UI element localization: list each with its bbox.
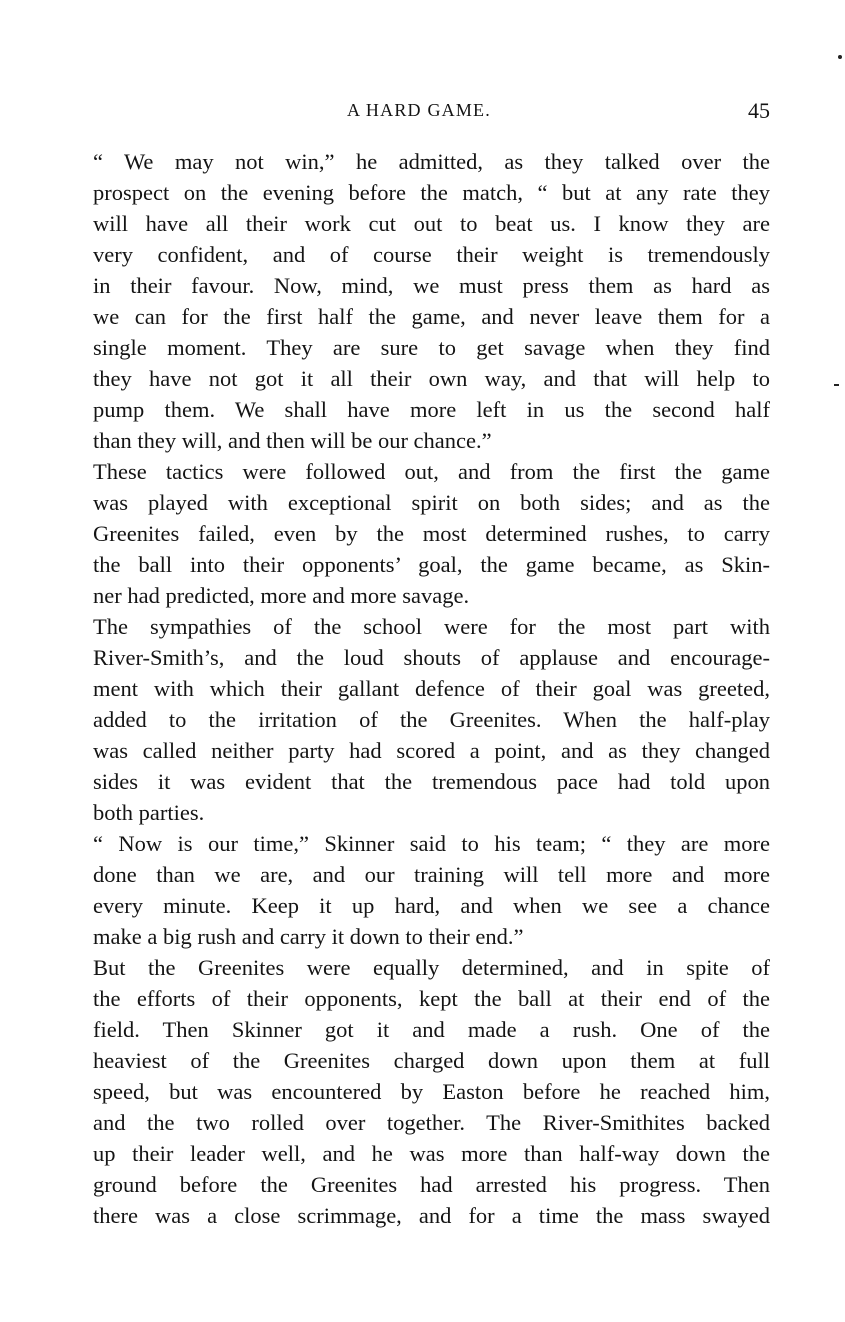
text-line: make a big rush and carry it down to their end.” — [93, 924, 524, 949]
text-line: ner had predicted, more and more savage. — [93, 583, 470, 608]
text-line: was called neither party had scored a point, and as they changed — [93, 738, 770, 763]
text-line: River-Smith’s, and the loud shouts of applause and encourage- — [93, 645, 770, 670]
text-line: The sympathies of the school were for the most part with — [93, 614, 770, 639]
text-line: speed, but was encountered by Easton before he reached him, — [93, 1079, 770, 1104]
text-line: we can for the first half the game, and never leave them for a — [93, 304, 770, 329]
text-line: both parties. — [93, 800, 205, 825]
text-line: pump them. We shall have more left in us the second half — [93, 397, 770, 422]
text-line: These tactics were followed out, and from the first the game — [93, 459, 770, 484]
text-line: But the Greenites were equally determined, and in spite of — [93, 955, 770, 980]
text-line: was played with exceptional spirit on both sides; and as the — [93, 490, 770, 515]
text-line: prospect on the evening before the match, “ but at any rate they — [93, 180, 770, 205]
text-line: the efforts of their opponents, kept the ball at their end of the — [93, 986, 770, 1011]
text-line: “ Now is our time,” Skinner said to his team; “ they are more — [93, 831, 770, 856]
text-line: every minute. Keep it up hard, and when we see a chance — [93, 893, 770, 918]
running-title: A HARD GAME. — [347, 100, 491, 120]
scan-speck-top — [838, 55, 842, 59]
text-line: very confident, and of course their weight is tremendously — [93, 242, 770, 267]
text-line: added to the irritation of the Greenites. When the half-play — [93, 707, 770, 732]
text-line: ment with which their gallant defence of their goal was greeted, — [93, 676, 770, 701]
body-text — [68, 146, 770, 1231]
paragraph-5 — [68, 952, 770, 1231]
text-line: single moment. They are sure to get savage when they find — [93, 335, 770, 360]
text-line: ground before the Greenites had arrested his progress. Then — [93, 1172, 770, 1197]
paragraph-2 — [68, 456, 770, 611]
paragraph-4 — [68, 828, 770, 952]
text-line: “ We may not win,” he admitted, as they talked over the — [93, 149, 770, 174]
text-line: in their favour. Now, mind, we must press them as hard as — [93, 273, 770, 298]
text-line: done than we are, and our training will tell more and more — [93, 862, 770, 887]
text-line: and the two rolled over together. The River-Smithites backed — [93, 1110, 770, 1135]
paragraph-1 — [68, 146, 770, 456]
text-line: Greenites failed, even by the most determined rushes, to carry — [93, 521, 770, 546]
page-number: 45 — [748, 98, 770, 123]
text-line: the ball into their opponents’ goal, the game became, as Skin- — [93, 552, 770, 577]
text-line: there was a close scrimmage, and for a time the mass swayed — [93, 1203, 770, 1228]
scan-speck-margin — [834, 384, 839, 386]
paragraph-3 — [68, 611, 770, 828]
running-head — [68, 98, 770, 128]
text-line: will have all their work cut out to beat us. I know they are — [93, 211, 770, 236]
text-line: sides it was evident that the tremendous pace had told upon — [93, 769, 770, 794]
text-line: heaviest of the Greenites charged down upon them at full — [93, 1048, 770, 1073]
text-line: than they will, and then will be our chance.” — [93, 428, 492, 453]
text-line: field. Then Skinner got it and made a rush. One of the — [93, 1017, 770, 1042]
text-line: up their leader well, and he was more than half-way down the — [93, 1141, 770, 1166]
text-line: they have not got it all their own way, and that will help to — [93, 366, 770, 391]
